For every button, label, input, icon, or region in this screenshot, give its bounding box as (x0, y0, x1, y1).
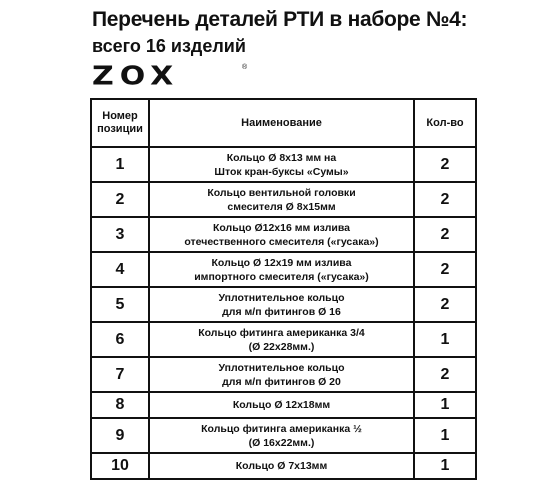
quantity-cell: 2 (414, 252, 476, 287)
name-line1: Кольцо Ø12x16 мм излива (212, 221, 351, 234)
logo-text: ZOX (92, 61, 180, 92)
quantity-cell: 1 (414, 453, 476, 479)
quantity-cell: 2 (414, 147, 476, 182)
page-subtitle: всего 16 изделий (92, 36, 246, 56)
page-title: Перечень деталей РТИ в наборе №4: (92, 8, 468, 31)
column-header-name: Наименование (149, 99, 414, 147)
name-line2: Шток кран-буксы «Сумы» (214, 165, 349, 178)
name-line2: (Ø 22x28мм.) (248, 340, 315, 353)
name-cell (149, 453, 414, 479)
name-line1: Уплотнительное кольцо (218, 361, 345, 374)
table-row (91, 182, 476, 217)
name-line1: Кольцо Ø 12x18мм (232, 399, 331, 411)
position-cell: 9 (91, 418, 149, 453)
table-row (91, 147, 476, 182)
quantity-cell: 2 (414, 217, 476, 252)
table-header-row (91, 99, 476, 147)
name-line1: Кольцо Ø 12x19 мм излива (211, 256, 352, 269)
table-row (91, 418, 476, 453)
name-cell (149, 322, 414, 357)
table-row (91, 357, 476, 392)
quantity-cell: 2 (414, 182, 476, 217)
table-row (91, 287, 476, 322)
name-line1: Уплотнительное кольцо (218, 291, 345, 304)
name-cell (149, 392, 414, 418)
name-cell (149, 252, 414, 287)
position-cell: 10 (91, 453, 149, 479)
name-cell (149, 147, 414, 182)
name-line1: Кольцо фитинга американка ½ (201, 422, 362, 435)
position-cell: 5 (91, 287, 149, 322)
position-cell: 3 (91, 217, 149, 252)
name-line1: Кольцо Ø 8x13 мм на (226, 151, 337, 164)
quantity-cell: 2 (414, 357, 476, 392)
name-cell (149, 418, 414, 453)
name-cell (149, 182, 414, 217)
registered-mark: ® (242, 64, 248, 71)
name-line2: (Ø 16x22мм.) (248, 436, 315, 449)
quantity-cell: 1 (414, 418, 476, 453)
parts-table (90, 98, 477, 480)
quantity-cell: 1 (414, 392, 476, 418)
quantity-cell: 1 (414, 322, 476, 357)
name-line2: импортного смесителя («гусака») (194, 270, 369, 283)
name-line1: Кольцо Ø 7x13мм (235, 460, 328, 472)
position-cell: 1 (91, 147, 149, 182)
name-line1: Кольцо фитинга американка 3/4 (198, 326, 365, 339)
table-row (91, 392, 476, 418)
column-header-quantity: Кол-во (414, 99, 476, 147)
column-header-position: Номер позиции (91, 99, 149, 147)
name-line2: для м/п фитингов Ø 16 (222, 305, 341, 318)
name-line1: Кольцо вентильной головки (207, 186, 356, 199)
position-cell: 8 (91, 392, 149, 418)
table-row (91, 217, 476, 252)
position-cell: 7 (91, 357, 149, 392)
name-line2: смесителя Ø 8x15мм (227, 200, 336, 213)
name-line2: отечественного смесителя («гусака») (184, 235, 379, 248)
table-row (91, 252, 476, 287)
name-cell (149, 357, 414, 392)
name-cell (149, 217, 414, 252)
table-row (91, 453, 476, 479)
position-cell: 4 (91, 252, 149, 287)
table-row (91, 322, 476, 357)
name-line2: для м/п фитингов Ø 20 (222, 375, 341, 388)
quantity-cell: 2 (414, 287, 476, 322)
position-cell: 2 (91, 182, 149, 217)
position-cell: 6 (91, 322, 149, 357)
zox-logo (92, 61, 252, 94)
name-cell (149, 287, 414, 322)
